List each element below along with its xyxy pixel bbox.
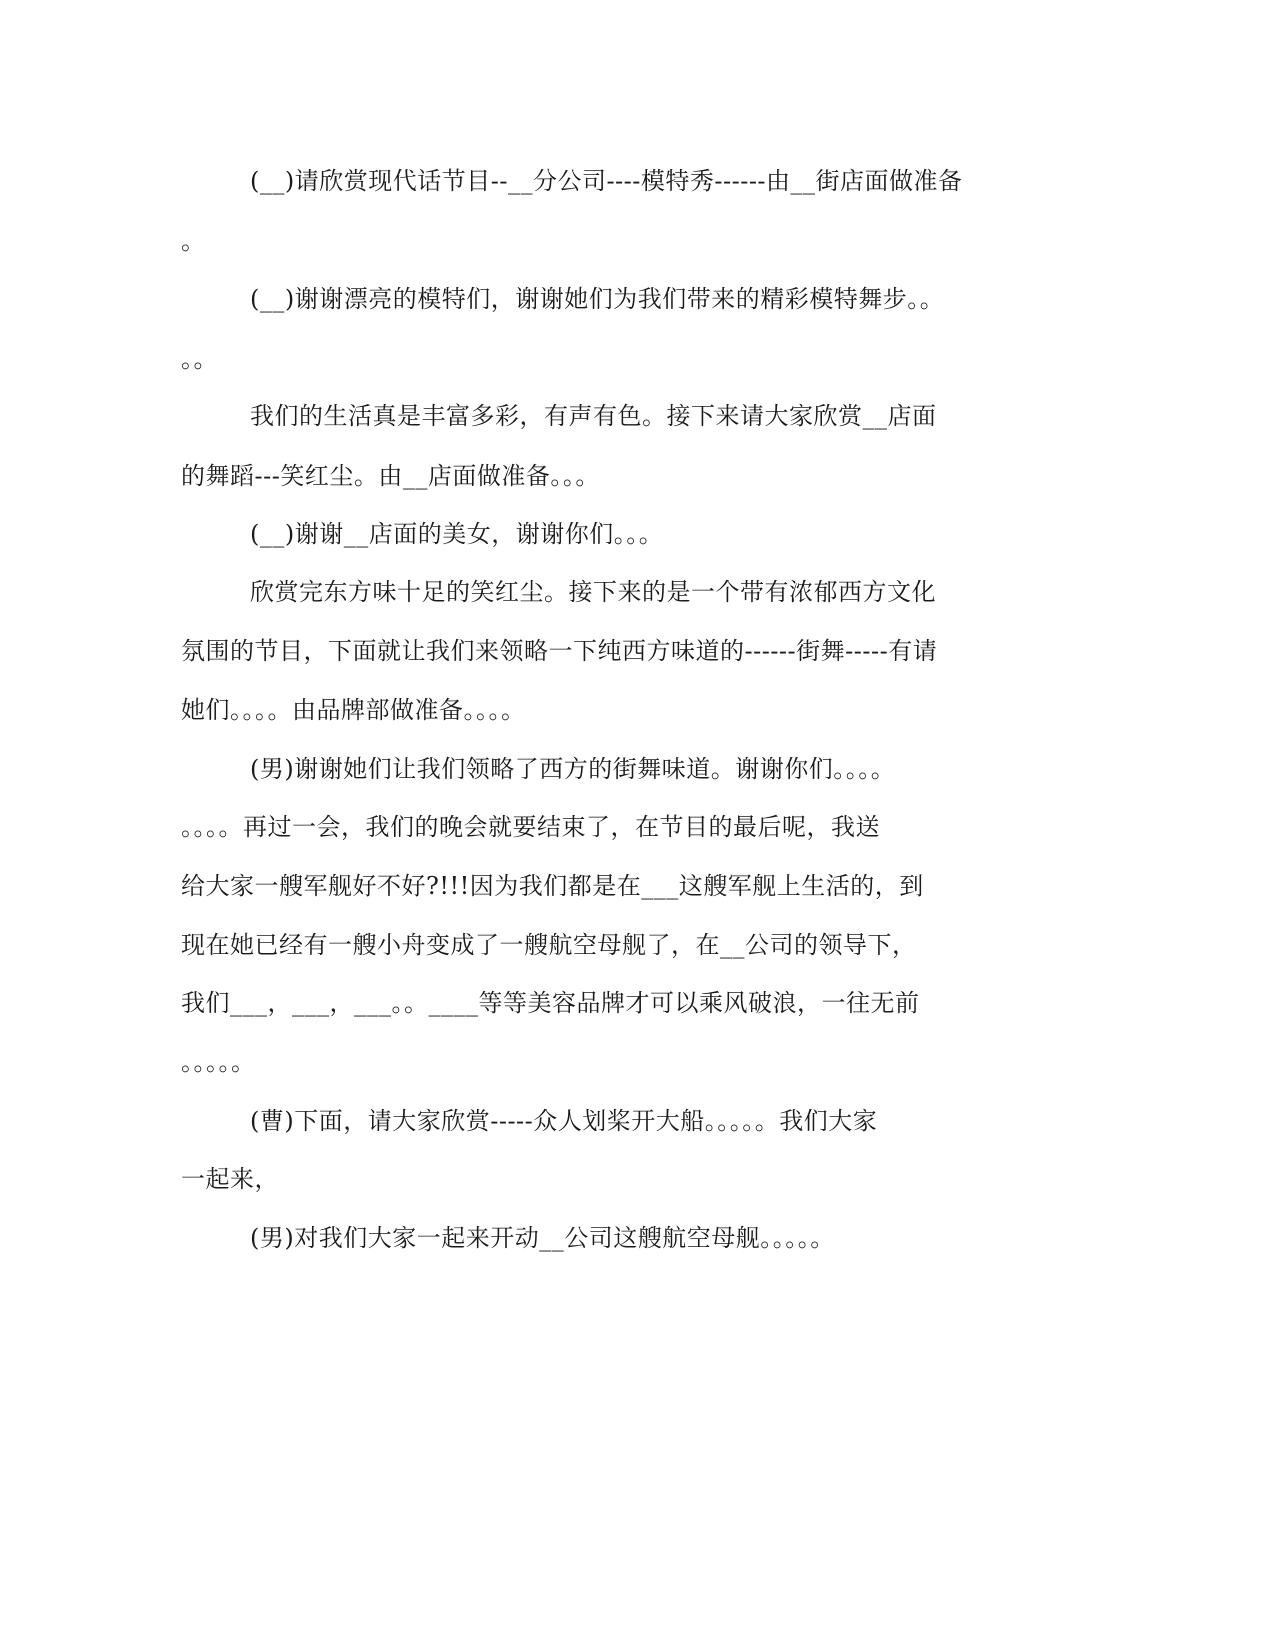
text-line: (男)谢谢她们让我们领略了西方的街舞味道。谢谢你们。。。。 bbox=[250, 755, 896, 783]
text-line: 现在她已经有一艘小舟变成了一艘航空母舰了，在__公司的领导下， bbox=[181, 931, 917, 959]
text-line: 的舞蹈---笑红尘。由__店面做准备。。。 bbox=[181, 462, 600, 490]
text-line: (__)请欣赏现代话节目--__分公司----模特秀------由__街店面做准备 bbox=[250, 167, 963, 195]
text-line: 。。。。。 bbox=[181, 1048, 256, 1076]
text-line: 我们___，___，___。。____等等美容品牌才可以乘风破浪，一往无前 bbox=[181, 989, 920, 1017]
text-line: 。 bbox=[181, 227, 206, 255]
text-line: (__)谢谢漂亮的模特们，谢谢她们为我们带来的精彩模特舞步。。 bbox=[250, 285, 945, 313]
text-line: 她们。。。。由品牌部做准备。。。。 bbox=[181, 696, 526, 724]
text-line: 一起来， bbox=[181, 1165, 279, 1193]
text-line: 欣赏完东方味十足的笑红尘。接下来的是一个带有浓郁西方文化 bbox=[250, 578, 936, 606]
text-line: (男)对我们大家一起来开动__公司这艘航空母舰。。。。。 bbox=[250, 1224, 835, 1252]
text-line: 给大家一艘军舰好不好?!!!因为我们都是在___这艘军舰上生活的，到 bbox=[181, 872, 924, 900]
text-line: 。。。。再过一会，我们的晚会就要结束了，在节目的最后呢，我送 bbox=[181, 813, 880, 841]
text-line: 氛围的节目，下面就让我们来领略一下纯西方味道的------街舞-----有请 bbox=[181, 637, 938, 665]
text-line: 我们的生活真是丰富多彩，有声有色。接下来请大家欣赏__店面 bbox=[250, 402, 937, 430]
text-line: 。。 bbox=[181, 345, 218, 373]
text-line: (__)谢谢__店面的美女，谢谢你们。。。 bbox=[250, 520, 664, 548]
text-line: (曹)下面，请大家欣赏-----众人划桨开大船。。。。。我们大家 bbox=[250, 1107, 878, 1135]
